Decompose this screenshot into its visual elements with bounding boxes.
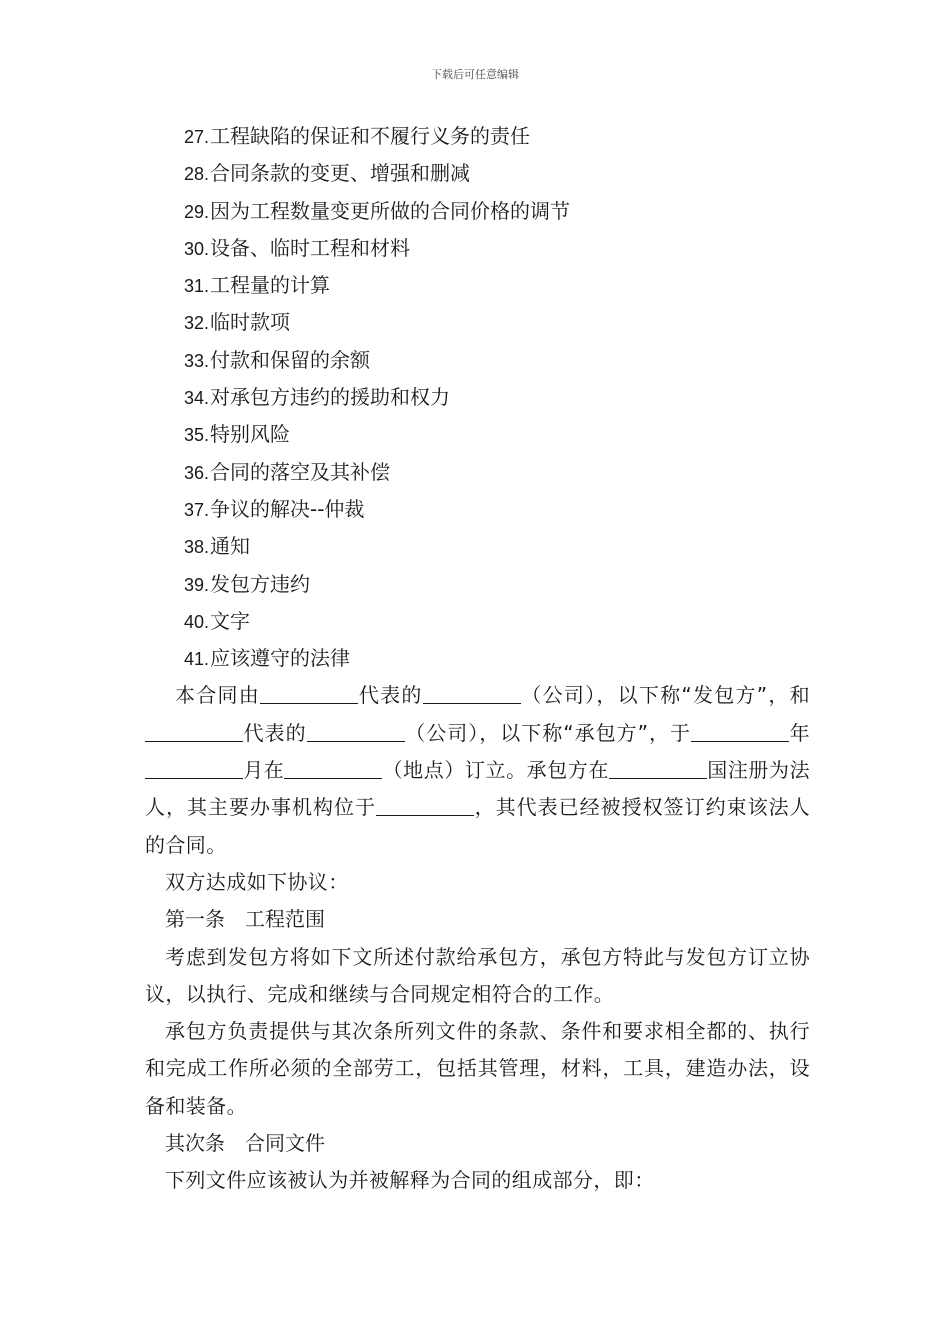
item-text: 工程缺陷的保证和不履行义务的责任 xyxy=(210,124,530,148)
item-text: 因为工程数量变更所做的合同价格的调节 xyxy=(210,198,570,223)
list-item xyxy=(145,528,810,565)
list-item xyxy=(145,640,810,677)
item-text: 工程量的计算 xyxy=(210,273,330,298)
list-item xyxy=(145,416,810,453)
item-number: 34. xyxy=(183,388,209,409)
list-item xyxy=(145,304,810,341)
item-number: 40. xyxy=(183,611,209,632)
list-item xyxy=(145,193,810,230)
preamble-text: 国注册为法人，其主要办事机构位于 xyxy=(145,758,810,820)
agreement-intro: 双方达成如下协议： xyxy=(165,869,349,894)
item-text: 临时款项 xyxy=(210,310,290,335)
list-item xyxy=(145,491,810,528)
fill-blank-office-address xyxy=(376,793,474,816)
item-number: 35. xyxy=(183,425,209,446)
article-2-paragraph-1: 下列文件应该被认为并被解释为合同的组成部分，即： xyxy=(165,1168,655,1193)
fill-blank-party-b-company xyxy=(307,719,405,742)
item-number: 39. xyxy=(183,574,209,595)
list-item xyxy=(145,342,810,379)
document-body xyxy=(145,118,810,1200)
preamble-text: 本合同由 xyxy=(175,683,260,708)
list-item xyxy=(145,379,810,416)
preamble-text: （地点）订立。承包方在 xyxy=(382,758,610,783)
page-header-note: 下载后可任意编辑 xyxy=(431,68,519,81)
article-1-paragraph-1: 考虑到发包方将如下文所述付款给承包方，承包方特此与发包方订立协议，以执行、完成和继续与合同规定相符合的工作。 xyxy=(145,944,810,1006)
item-number: 31. xyxy=(183,276,209,297)
item-text: 应该遵守的法律 xyxy=(210,646,350,671)
item-text: 通知 xyxy=(210,534,250,559)
list-item xyxy=(145,267,810,304)
item-number: 32. xyxy=(183,313,209,334)
item-text: 文字 xyxy=(210,608,250,633)
item-number: 41. xyxy=(183,649,209,670)
list-item xyxy=(145,454,810,491)
article-1-title: 第一条 工程范围 xyxy=(165,907,325,932)
fill-blank-party-b-rep xyxy=(145,719,243,742)
item-number: 38. xyxy=(183,537,209,558)
preamble-paragraph xyxy=(145,677,810,863)
item-number: 30. xyxy=(183,238,209,259)
preamble-text: 代表的 xyxy=(243,720,307,745)
fill-blank-year xyxy=(691,719,789,742)
fill-blank-party-a-company xyxy=(423,681,521,704)
fill-blank-country-a xyxy=(609,756,629,779)
item-number: 27. xyxy=(183,127,209,147)
item-number: 36. xyxy=(183,462,209,483)
item-text: 对承包方违约的援助和权力 xyxy=(210,385,450,410)
list-item xyxy=(145,566,810,603)
preamble-text: 代表的 xyxy=(357,683,423,708)
item-text: 发包方违约 xyxy=(210,571,310,596)
item-text: 特别风险 xyxy=(210,422,290,447)
preamble-text: ，其代表已经被授权签订约束该法人的合同。 xyxy=(145,795,810,857)
item-text: 合同条款的变更、增强和删减 xyxy=(210,161,470,186)
list-item xyxy=(145,603,810,640)
item-number: 33. xyxy=(183,350,209,371)
fill-blank-location xyxy=(284,756,382,779)
fill-blank-party-a-rep xyxy=(260,681,358,704)
item-number: 29. xyxy=(183,201,209,222)
contract-clause-list xyxy=(145,118,810,677)
item-number: 37. xyxy=(183,499,209,520)
preamble-text: 月在 xyxy=(243,758,285,783)
item-text: 设备、临时工程和材料 xyxy=(210,235,410,260)
fill-blank-month xyxy=(145,756,243,779)
preamble-text: （公司），以下称“承包方”，于 xyxy=(404,720,691,745)
item-number: 28. xyxy=(183,164,209,185)
item-text: 合同的落空及其补偿 xyxy=(210,459,390,484)
list-item xyxy=(145,118,810,155)
fill-blank-country-b xyxy=(629,756,707,779)
article-2-title: 其次条 合同文件 xyxy=(165,1131,325,1156)
item-text: 付款和保留的余额 xyxy=(210,347,370,372)
list-item xyxy=(145,155,810,192)
list-item xyxy=(145,230,810,267)
item-text: 争议的解决--仲裁 xyxy=(210,496,365,521)
preamble-text: 年 xyxy=(789,720,811,745)
article-1-paragraph-2: 承包方负责提供与其次条所列文件的条款、条件和要求相全都的、执行和完成工作所必须的全部劳工，包括其管理，材料，工具，建造办法，设备和装备。 xyxy=(145,1019,810,1118)
preamble-text: （公司），以下称“发包方”，和 xyxy=(520,683,810,708)
